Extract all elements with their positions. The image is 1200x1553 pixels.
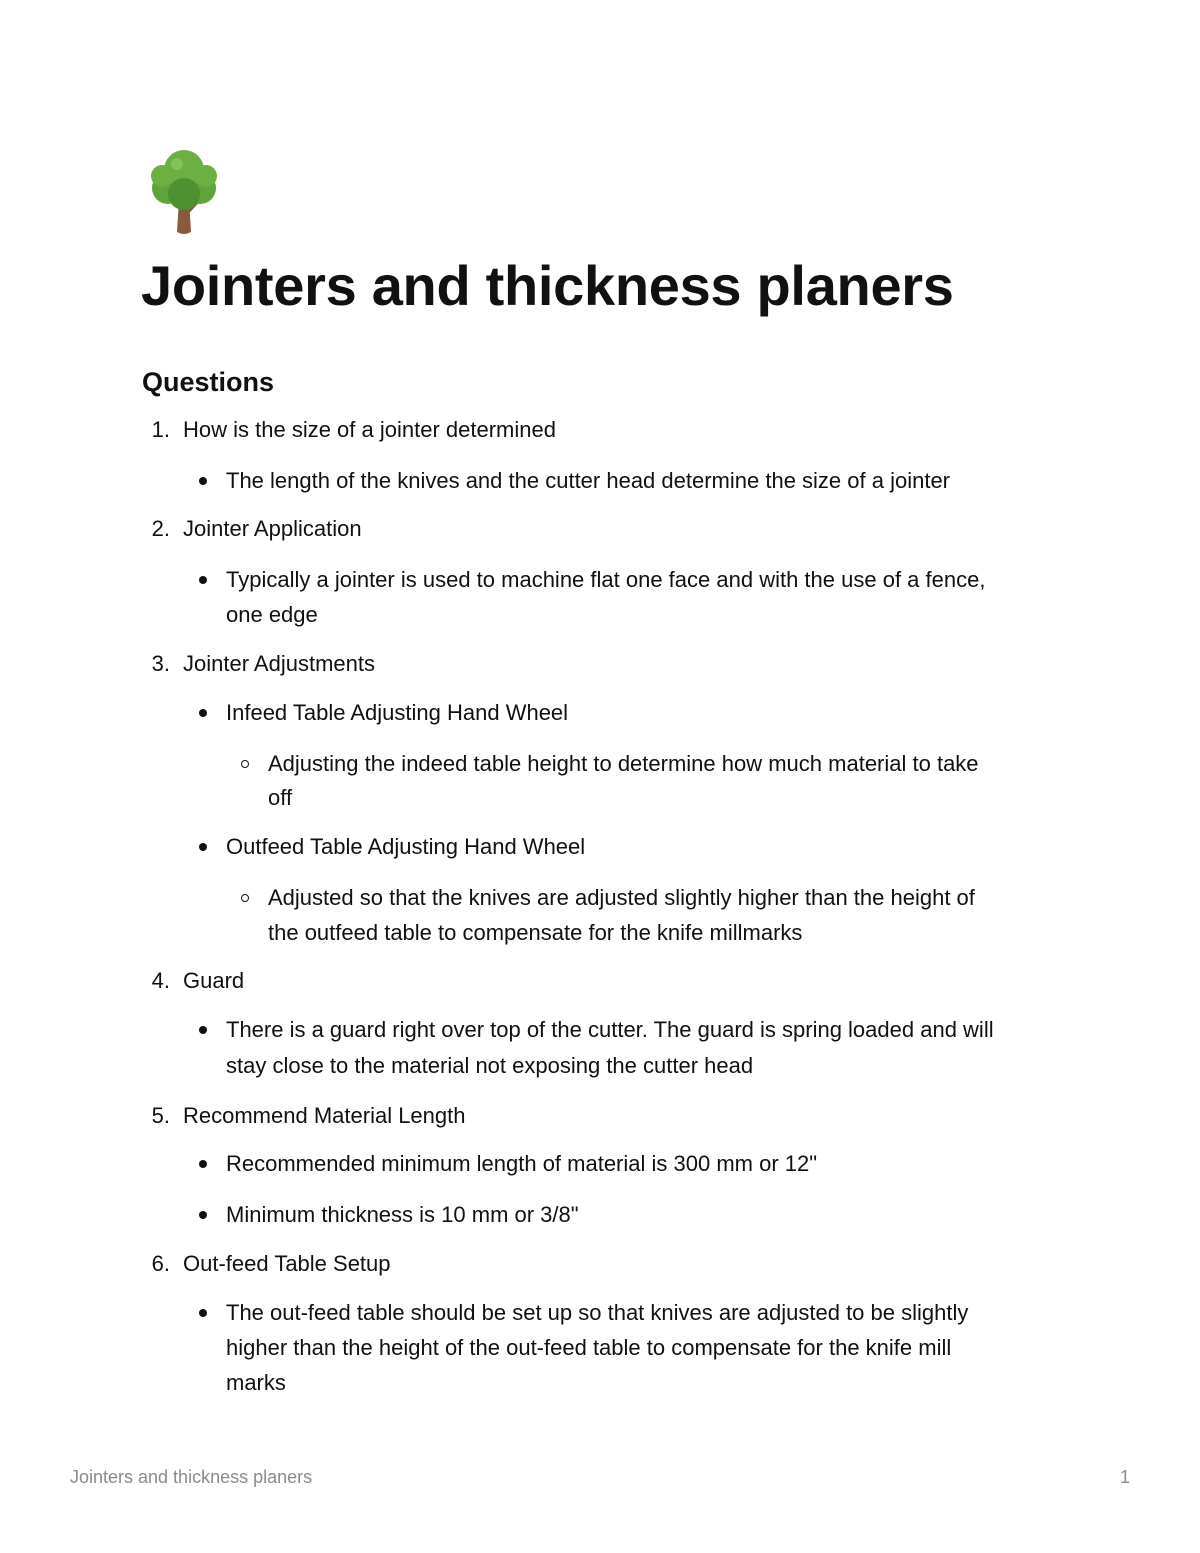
list-item-text: Jointer Adjustments xyxy=(183,651,375,676)
list-item-text: Out-feed Table Setup xyxy=(183,1251,391,1276)
sub-bullet-text: Adjusted so that the knives are adjusted slightly higher than the height of xyxy=(268,885,975,910)
list-number: 3. xyxy=(151,651,170,676)
bullet-text: one edge xyxy=(226,602,318,627)
list-item-text: How is the size of a jointer determined xyxy=(183,417,556,442)
bullet-text: Typically a jointer is used to machine flat one face and with the use of a fence, xyxy=(226,567,986,592)
bullet-text: higher than the height of the out-feed table to compensate for the knife mill xyxy=(226,1335,952,1360)
bullet-dot xyxy=(199,477,207,485)
list-number: 1. xyxy=(151,417,170,442)
bullet-dot xyxy=(199,709,207,717)
sub-bullet-text: the outfeed table to compensate for the knife millmarks xyxy=(268,920,803,945)
list-number: 2. xyxy=(151,516,170,541)
list-item-text: Jointer Application xyxy=(183,516,362,541)
bullet-dot xyxy=(199,1211,207,1219)
list-number: 5. xyxy=(151,1103,170,1128)
bullet-dot xyxy=(199,576,207,584)
bullet-text: The length of the knives and the cutter head determine the size of a jointer xyxy=(226,468,951,493)
list-number: 4. xyxy=(151,968,170,993)
bullet-text: The out-feed table should be set up so that knives are adjusted to be slightly xyxy=(226,1300,969,1325)
bullet-text: There is a guard right over top of the cutter. The guard is spring loaded and will xyxy=(226,1017,994,1042)
footer-page-number: 1 xyxy=(1119,1467,1130,1487)
list-item-text: Guard xyxy=(183,968,245,993)
bullet-text: Outfeed Table Adjusting Hand Wheel xyxy=(226,834,586,859)
bullet-dot xyxy=(199,843,207,851)
section-heading: Questions xyxy=(142,367,275,397)
sub-bullet-text: off xyxy=(268,785,293,810)
sub-bullet-circle xyxy=(241,894,249,902)
bullet-dot xyxy=(199,1160,207,1168)
list-item-text: Recommend Material Length xyxy=(183,1103,466,1128)
sub-bullet-text: Adjusting the indeed table height to determine how much material to take xyxy=(268,751,979,776)
bullet-dot xyxy=(199,1309,207,1317)
deciduous-tree-icon xyxy=(142,148,226,238)
list-number: 6. xyxy=(151,1251,170,1276)
bullet-text: Minimum thickness is 10 mm or 3/8" xyxy=(226,1202,579,1227)
bullet-dot xyxy=(199,1026,207,1034)
bullet-text: Recommended minimum length of material is 300 mm or 12" xyxy=(226,1151,818,1176)
bullet-text: marks xyxy=(226,1370,286,1395)
bullet-text: Infeed Table Adjusting Hand Wheel xyxy=(226,700,569,725)
footer-document-title: Jointers and thickness planers xyxy=(70,1467,313,1487)
bullet-text: stay close to the material not exposing the cutter head xyxy=(226,1053,754,1078)
sub-bullet-circle xyxy=(241,760,249,768)
page-title: Jointers and thickness planers xyxy=(141,254,954,317)
